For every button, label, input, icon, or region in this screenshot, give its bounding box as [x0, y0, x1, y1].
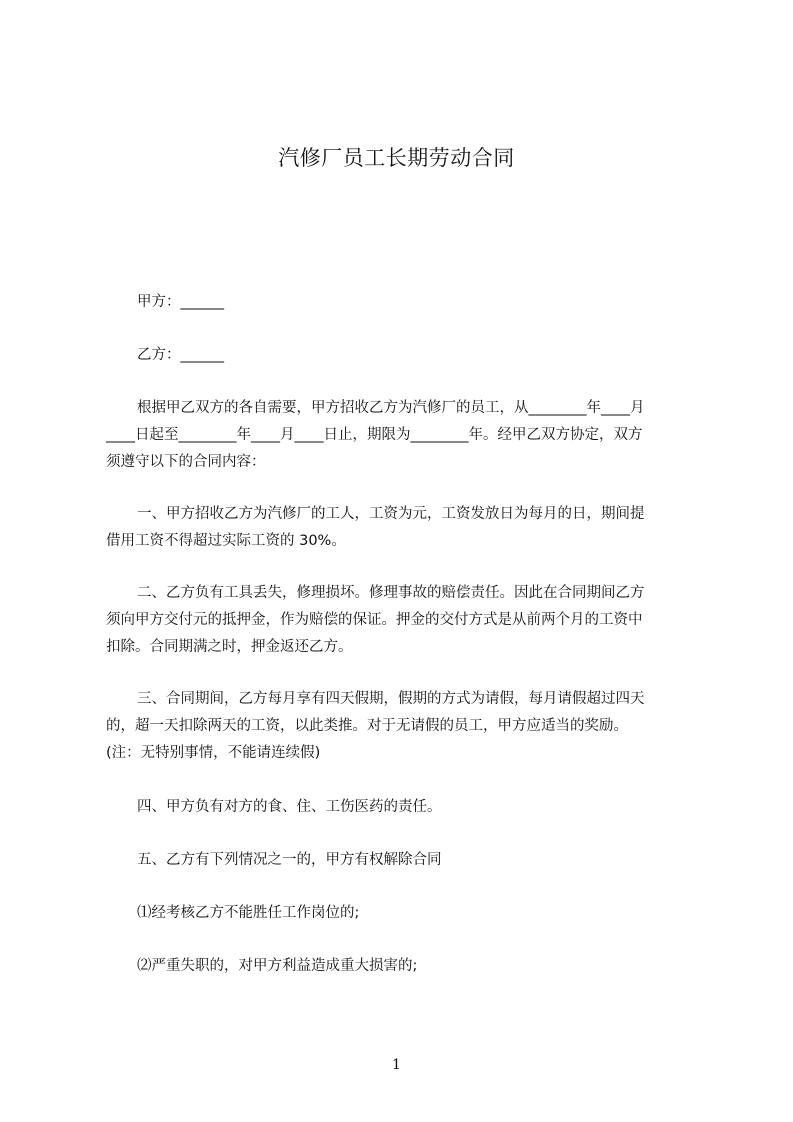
clause-1-line-1: 一、甲方招收乙方为汽修厂的工人，工资为元，工资发放日为每月的日，期间提 [137, 506, 645, 522]
clause-2-line-1: 二、乙方负有工具丢失，修理损坏。修理事故的赔偿责任。因此在合同期间乙方 [137, 585, 645, 601]
document-title: 汽修厂员工长期劳动合同 [278, 146, 515, 170]
intro-line-3: 须遵守以下的合同内容： [106, 454, 266, 470]
clause-1-line-2: 借用工资不得超过实际工资的 30%。 [106, 533, 346, 549]
intro-line-1: 根据甲乙双方的各自需要，甲方招收乙方为汽修厂的员工，从________年____月 [137, 400, 645, 416]
intro-line-2: ____日起至________年____月____日止，期限为________年。经甲乙双方协定，双方 [106, 427, 643, 443]
clause-3-line-2: 的，超一天扣除两天的工资，以此类推。对于无请假的员工，甲方应适当的奖励。 [106, 718, 628, 734]
party-b-line: 乙方：______ [137, 347, 224, 363]
clause-5-item-1: ⑴经考核乙方不能胜任工作岗位的; [137, 905, 360, 921]
clause-2-line-2: 须向甲方交付元的抵押金，作为赔偿的保证。押金的交付方式是从前两个月的工资中 [106, 612, 643, 628]
party-a-line: 甲方：______ [137, 294, 224, 310]
page-number: 1 [392, 1057, 401, 1073]
clause-4-line: 四、甲方负有对方的食、住、工伤医药的责任。 [137, 799, 442, 815]
clause-3-line-3: (注：无特别事情，不能请连续假) [106, 745, 321, 761]
clause-3-line-1: 三、合同期间，乙方每月享有四天假期，假期的方式为请假，每月请假超过四天 [137, 691, 645, 707]
clause-2-line-3: 扣除。合同期满之时，押金返还乙方。 [106, 639, 353, 655]
clause-5-item-2: ⑵严重失职的，对甲方利益造成重大损害的; [137, 958, 418, 974]
clause-5-line: 五、乙方有下列情况之一的，甲方有权解除合同 [137, 852, 442, 868]
